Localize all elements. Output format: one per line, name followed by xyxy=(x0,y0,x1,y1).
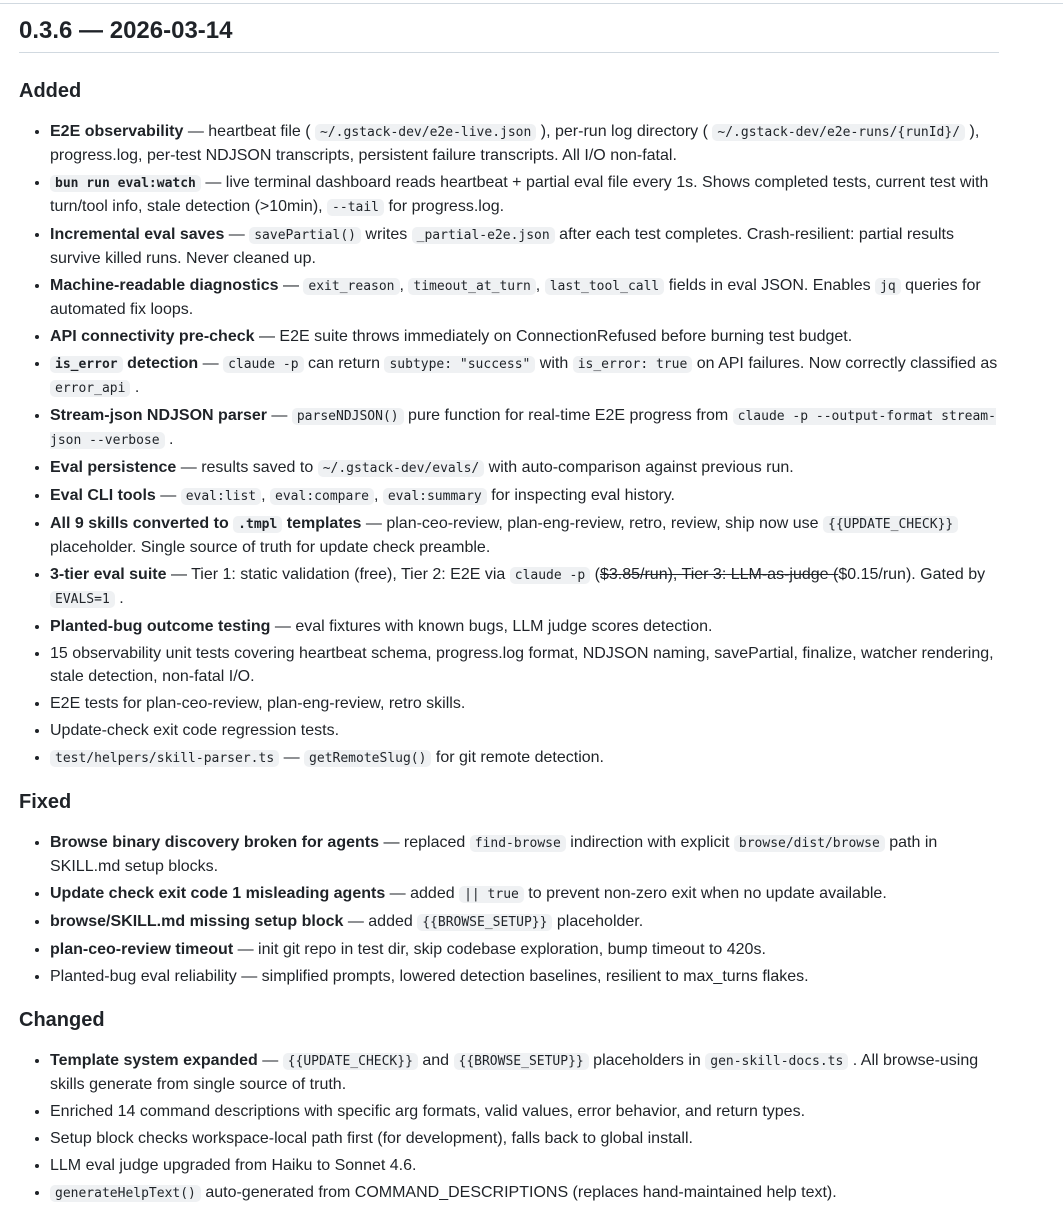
fixed-list xyxy=(19,831,999,988)
list-item xyxy=(50,692,999,715)
item-text: to prevent non-zero exit when no update available. xyxy=(523,885,887,902)
list-item xyxy=(50,274,999,321)
item-text: — live terminal dashboard reads heartbeat + partial eval file every 1s. Shows completed tests, current test with turn/tool info, stale detection (>10min), xyxy=(50,174,989,215)
item-text: — xyxy=(278,277,304,294)
inline-code: browse/dist/browse xyxy=(734,835,885,852)
inline-code: || true xyxy=(459,886,524,903)
section-changed-heading: Changed xyxy=(19,1009,105,1031)
inline-code: {{UPDATE_CHECK}} xyxy=(283,1053,418,1070)
item-text: . xyxy=(114,590,124,607)
item-text: — xyxy=(279,749,305,766)
list-item xyxy=(50,1100,999,1123)
item-text: , xyxy=(399,277,409,294)
inline-code: .tmpl xyxy=(233,516,282,533)
list-item xyxy=(50,484,999,508)
item-text: — xyxy=(266,407,292,424)
inline-code: claude -p --output-format stream-json --verbose xyxy=(50,409,996,448)
section-fixed-heading: Fixed xyxy=(19,791,72,813)
item-text: LLM eval judge upgraded from Haiku to Sonnet 4.6. xyxy=(50,1157,417,1174)
item-text: E2E tests for plan-ceo-review, plan-eng-review, retro skills. xyxy=(50,695,466,712)
item-title: Update check exit code 1 misleading agents xyxy=(50,885,386,902)
item-title: Stream-json NDJSON parser xyxy=(50,407,267,424)
item-text: — E2E suite throws immediately on ConnectionRefused before burning test budget. xyxy=(254,328,853,345)
item-title: Template system expanded xyxy=(50,1052,258,1069)
item-text: after each test completes. Crash-resilient: partial results survive killed runs. Never cleaned up. xyxy=(50,226,954,267)
inline-code: jq xyxy=(875,278,901,295)
inline-code: test/helpers/skill-parser.ts xyxy=(50,750,279,767)
item-text: . xyxy=(130,379,140,396)
item-text: — xyxy=(198,355,224,372)
list-item xyxy=(50,615,999,638)
item-text: pure function for real-time E2E progress from xyxy=(403,407,733,424)
inline-code: is_error xyxy=(50,356,123,373)
item-text: — eval fixtures with known bugs, LLM judge scores detection. xyxy=(270,618,713,635)
changed-list xyxy=(19,1049,999,1205)
item-text: — replaced xyxy=(379,834,470,851)
inline-code: ~/.gstack-dev/evals/ xyxy=(318,460,485,477)
inline-code: ~/.gstack-dev/e2e-live.json xyxy=(315,124,536,141)
inline-code: last_tool_call xyxy=(545,278,665,295)
inline-code: eval:list xyxy=(181,488,261,505)
item-text: for git remote detection. xyxy=(431,749,604,766)
item-text: placeholders in xyxy=(588,1052,706,1069)
item-text: auto-generated from COMMAND_DESCRIPTIONS (replaces hand-maintained help text). xyxy=(200,1184,837,1201)
item-text: with auto-comparison against previous run. xyxy=(484,459,794,476)
item-text: — added xyxy=(343,913,418,930)
inline-code: exit_reason xyxy=(303,278,399,295)
inline-code: error_api xyxy=(50,380,130,397)
item-title: Eval CLI tools xyxy=(50,487,156,504)
item-text: ), progress.log, per-test NDJSON transcripts, persistent failure transcripts. All I/O non-fatal. xyxy=(50,123,980,164)
list-item xyxy=(50,642,999,688)
item-title: Machine-readable diagnostics xyxy=(50,277,279,294)
item-text: fields in eval JSON. Enables xyxy=(664,277,876,294)
inline-code: eval:summary xyxy=(383,488,487,505)
inline-code: savePartial() xyxy=(249,227,361,244)
item-text: — added xyxy=(385,885,460,902)
inline-code: subtype: "success" xyxy=(384,356,535,373)
list-item xyxy=(50,404,999,452)
item-text: indirection with explicit xyxy=(565,834,734,851)
list-item xyxy=(50,1154,999,1177)
list-item xyxy=(50,325,999,348)
inline-code: getRemoteSlug() xyxy=(304,750,431,767)
item-title: Browse binary discovery broken for agents xyxy=(50,834,379,851)
list-item xyxy=(50,719,999,742)
item-title: browse/SKILL.md missing setup block xyxy=(50,913,344,930)
item-text: — Tier 1: static validation (free), Tier 2: E2E via xyxy=(166,566,510,583)
item-text: — xyxy=(155,487,181,504)
item-text: ), per-run log directory ( xyxy=(536,123,713,140)
inline-code: ~/.gstack-dev/e2e-runs/{runId}/ xyxy=(712,124,965,141)
inline-code: gen-skill-docs.ts xyxy=(705,1053,848,1070)
inline-code: {{UPDATE_CHECK}} xyxy=(823,516,958,533)
list-item xyxy=(50,938,999,961)
item-text: with xyxy=(535,355,573,372)
item-title: 3-tier eval suite xyxy=(50,566,167,583)
inline-code: find-browse xyxy=(470,835,566,852)
item-text: ( xyxy=(590,566,600,583)
item-title: templates xyxy=(282,515,362,532)
item-text: for inspecting eval history. xyxy=(486,487,675,504)
list-item xyxy=(50,563,999,611)
item-text: — init git repo in test dir, skip codebase exploration, bump timeout to 420s. xyxy=(233,941,766,958)
inline-code: claude -p xyxy=(223,356,303,373)
item-title: detection xyxy=(122,355,199,372)
item-text: — xyxy=(224,226,250,243)
item-text: , xyxy=(373,487,383,504)
list-item xyxy=(50,456,999,480)
inline-code: _partial-e2e.json xyxy=(412,227,555,244)
list-item xyxy=(50,512,999,559)
list-item xyxy=(50,831,999,878)
item-text: $0.15/run). Gated by xyxy=(838,566,986,583)
item-text: . xyxy=(164,431,174,448)
item-text: — xyxy=(257,1052,283,1069)
top-divider xyxy=(0,3,1063,4)
changelog-document xyxy=(19,14,999,1209)
item-title: Eval persistence xyxy=(50,459,177,476)
list-item xyxy=(50,1127,999,1150)
item-text: — plan-ceo-review, plan-eng-review, retro, review, ship now use xyxy=(361,515,823,532)
item-text: Planted-bug eval reliability — simplified prompts, lowered detection baselines, resilient to max_turns flakes. xyxy=(50,968,809,985)
inline-code: timeout_at_turn xyxy=(408,278,535,295)
added-list xyxy=(19,120,999,770)
item-text: — heartbeat file ( xyxy=(183,123,316,140)
item-title: All 9 skills converted to xyxy=(50,515,234,532)
inline-code: claude -p xyxy=(510,567,590,584)
item-text: Enriched 14 command descriptions with specific arg formats, valid values, error behavior, and return types. xyxy=(50,1103,806,1120)
list-item xyxy=(50,223,999,270)
release-heading: 0.3.6 — 2026-03-14 xyxy=(19,14,999,53)
list-item xyxy=(50,352,999,400)
item-text: placeholder. xyxy=(552,913,644,930)
list-item xyxy=(50,882,999,906)
item-text: queries for automated fix loops. xyxy=(50,277,981,318)
section-added-heading: Added xyxy=(19,80,82,102)
item-text: , xyxy=(261,487,271,504)
list-item xyxy=(50,171,999,219)
item-text: on API failures. Now correctly classified as xyxy=(692,355,998,372)
inline-code: bun run eval:watch xyxy=(50,175,201,192)
item-text: and xyxy=(417,1052,454,1069)
inline-code: generateHelpText() xyxy=(50,1185,201,1202)
item-text: can return xyxy=(303,355,385,372)
list-item xyxy=(50,910,999,934)
item-text: writes xyxy=(360,226,412,243)
inline-code: parseNDJSON() xyxy=(292,408,404,425)
item-text: . All browse-using skills generate from single source of truth. xyxy=(50,1052,979,1093)
inline-code: eval:compare xyxy=(270,488,374,505)
item-text: Setup block checks workspace-local path first (for development), falls back to global install. xyxy=(50,1130,693,1147)
list-item xyxy=(50,746,999,770)
item-text: — results saved to xyxy=(176,459,318,476)
item-title: API connectivity pre-check xyxy=(50,328,255,345)
inline-code: EVALS=1 xyxy=(50,591,115,608)
item-title: E2E observability xyxy=(50,123,184,140)
list-item xyxy=(50,120,999,167)
item-text: Update-check exit code regression tests. xyxy=(50,722,340,739)
item-text: for progress.log. xyxy=(384,198,505,215)
item-text: 15 observability unit tests covering heartbeat schema, progress.log format, NDJSON naming, savePartial, finalize, watcher rendering, stale detection, non-fatal I/O. xyxy=(50,645,994,685)
item-title: Planted-bug outcome testing xyxy=(50,618,271,635)
inline-code: --tail xyxy=(327,199,384,216)
list-item xyxy=(50,1181,999,1205)
inline-code: {{BROWSE_SETUP}} xyxy=(454,1053,589,1070)
item-title: Incremental eval saves xyxy=(50,226,225,243)
item-text: placeholder. Single source of truth for update check preamble. xyxy=(50,539,491,556)
strikethrough-text: $3.85/run), Tier 3: LLM-as-judge ( xyxy=(599,566,839,583)
inline-code: is_error: true xyxy=(573,356,693,373)
list-item xyxy=(50,1049,999,1096)
item-title: plan-ceo-review timeout xyxy=(50,941,234,958)
list-item xyxy=(50,965,999,988)
item-text: path in SKILL.md setup blocks. xyxy=(50,834,938,875)
item-text: , xyxy=(535,277,545,294)
inline-code: {{BROWSE_SETUP}} xyxy=(417,914,552,931)
